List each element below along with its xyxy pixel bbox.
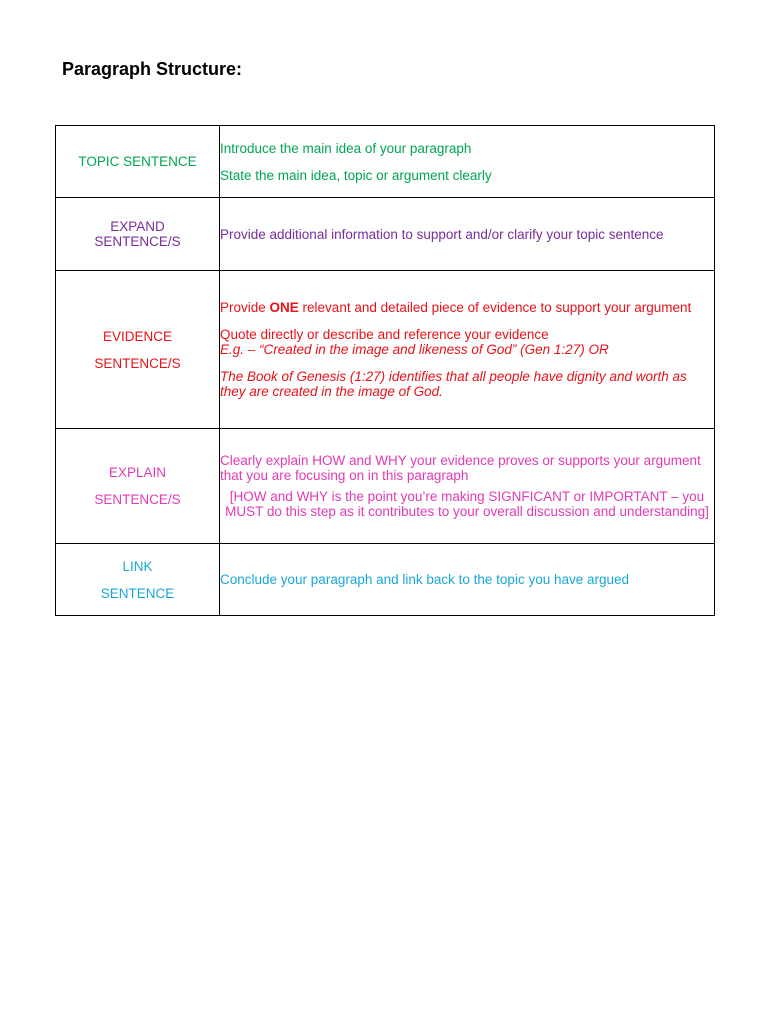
topic-line-2: State the main idea, topic or argument clearly bbox=[220, 167, 492, 183]
link-label-1: LINK bbox=[122, 558, 153, 574]
table-row-evidence bbox=[56, 271, 715, 429]
table-row-link bbox=[56, 544, 715, 616]
evidence-genesis-line: The Book of Genesis (1:27) identifies that all people have dignity and worth as they are created in the image of God. bbox=[220, 369, 687, 399]
table-row-topic bbox=[56, 126, 715, 198]
topic-label: TOPIC SENTENCE bbox=[78, 154, 197, 169]
explain-description-cell bbox=[220, 429, 715, 544]
expand-description-cell bbox=[220, 198, 715, 271]
evidence-quote-line: Quote directly or describe and reference your evidence bbox=[220, 327, 549, 342]
expand-label-1: EXPAND bbox=[110, 219, 165, 234]
link-label-cell bbox=[56, 544, 220, 616]
expand-label-2: SENTENCE/S bbox=[94, 234, 181, 249]
table-row-expand bbox=[56, 198, 715, 271]
expand-label-cell bbox=[56, 198, 220, 271]
explain-label-2: SENTENCE/S bbox=[94, 492, 181, 507]
evidence-label-1: EVIDENCE bbox=[102, 328, 173, 344]
explain-label-cell bbox=[56, 429, 220, 544]
topic-label-cell bbox=[56, 126, 220, 198]
evidence-provide-emphasis: ONE bbox=[269, 300, 299, 315]
link-description-cell bbox=[220, 544, 715, 616]
explain-label-1: EXPLAIN bbox=[108, 465, 167, 480]
evidence-provide-prefix: Provide bbox=[220, 300, 270, 315]
page-title: Paragraph Structure: bbox=[62, 59, 243, 79]
evidence-provide-rest: relevant and detailed piece of evidence to support your argument bbox=[298, 300, 692, 315]
table-row-explain bbox=[56, 429, 715, 544]
link-line-1: Conclude your paragraph and link back to the topic you have argued bbox=[220, 572, 630, 587]
evidence-label-cell bbox=[56, 271, 220, 429]
expand-line-1: Provide additional information to support and/or clarify your topic sentence bbox=[220, 226, 664, 242]
evidence-description-cell bbox=[220, 271, 715, 429]
evidence-provide-line bbox=[220, 300, 714, 315]
paragraph-structure-table bbox=[55, 125, 715, 616]
topic-line-1: Introduce the main idea of your paragraph bbox=[220, 140, 472, 156]
evidence-label-2: SENTENCE/S bbox=[94, 355, 181, 371]
evidence-example-line: E.g. – “Created in the image and likeness of God” (Gen 1:27) OR bbox=[220, 342, 609, 357]
explain-line-2: [HOW and WHY is the point you’re making SIGNFICANT or IMPORTANT – you MUST do this step as it contributes to your overall discussion and understanding] bbox=[225, 489, 709, 519]
topic-description-cell bbox=[220, 126, 715, 198]
link-label-2: SENTENCE bbox=[100, 585, 175, 601]
explain-line-1: Clearly explain HOW and WHY your evidence proves or supports your argument that you are focusing on in this paragraph bbox=[220, 453, 701, 483]
